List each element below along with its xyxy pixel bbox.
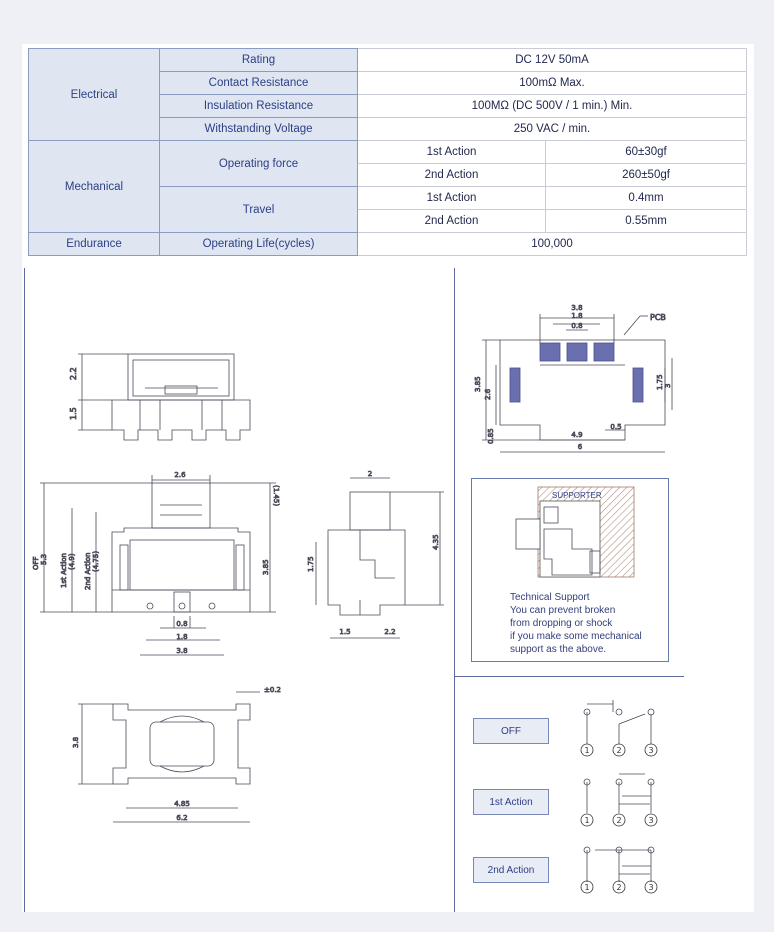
pcb-dim-r1: 1.75 (656, 374, 664, 390)
side-view (316, 478, 444, 638)
pcb-dim-r2: 3 (664, 383, 672, 388)
value-withstanding-voltage: 250 VAC / min. (358, 118, 747, 141)
terminal-1-off: 1 (584, 746, 590, 755)
terminal-2-1st: 2 (616, 816, 622, 825)
bottom-dim-tol: ±0.2 (264, 686, 281, 694)
pcb-dim-w3: 0.5 (610, 423, 622, 431)
section-dim-right: 3.85 (262, 559, 270, 575)
technical-support-box (471, 478, 669, 662)
section-dim-right-top: (1.45) (272, 485, 280, 507)
side-dim-left: 1.75 (307, 556, 315, 572)
section-dim-b3: 3.8 (176, 647, 188, 655)
section-dim-off: 5.3 (40, 553, 48, 565)
support-line-2: You can prevent broken (510, 605, 616, 616)
support-line-4: if you make some mechanical (510, 631, 642, 642)
item-contact-resistance: Contact Resistance (160, 72, 358, 95)
section-dim-2nd: (4.75) (92, 550, 100, 572)
pcb-dim-t2: 1.8 (571, 312, 583, 320)
pcb-dim-w2: 6 (577, 443, 583, 451)
item-operating-life: Operating Life(cycles) (160, 233, 358, 256)
state-off-label: OFF (473, 718, 549, 744)
front-dim-h2: 1.5 (69, 407, 78, 420)
bottom-dim-left: 3.8 (72, 736, 80, 748)
side-dim-top: 2 (367, 470, 373, 478)
pcb-dim-h2: 2.6 (484, 388, 492, 400)
support-line-1: Technical Support (510, 592, 590, 603)
schematic-1st-action (584, 774, 654, 813)
pcb-dim-w1: 4.9 (571, 431, 583, 439)
force-action-1: 1st Action (358, 141, 546, 164)
value-rating: DC 12V 50mA (358, 49, 747, 72)
pcb-dim-h3: 0.85 (487, 428, 495, 444)
travel-value-2: 0.55mm (546, 210, 747, 233)
force-value-2: 260±50gf (546, 164, 747, 187)
section-dim-b1: 0.8 (176, 620, 188, 628)
state-2nd-action-label: 2nd Action (473, 857, 549, 883)
section-label-2nd: 2nd Action (84, 552, 92, 590)
value-operating-life: 100,000 (358, 233, 747, 256)
category-endurance: Endurance (29, 233, 160, 256)
bottom-dim-w1: 4.85 (174, 800, 190, 808)
terminal-3-2nd: 3 (648, 883, 654, 892)
terminal-2-2nd: 2 (616, 883, 622, 892)
schematic-2nd-action (584, 847, 654, 882)
item-rating: Rating (160, 49, 358, 72)
force-value-1: 60±30gf (546, 141, 747, 164)
support-line-5: support as the above. (510, 644, 607, 655)
bottom-view (78, 692, 260, 822)
item-travel: Travel (160, 187, 358, 233)
pcb-dim-t1: 3.8 (571, 304, 583, 312)
supporter-tag: SUPPORTER (552, 491, 602, 500)
terminal-2-off: 2 (616, 746, 622, 755)
category-mechanical: Mechanical (29, 141, 160, 233)
front-view (78, 354, 250, 440)
travel-action-1: 1st Action (358, 187, 546, 210)
side-dim-right: 4.35 (432, 534, 440, 550)
terminal-3-1st: 3 (648, 816, 654, 825)
section-label-1st: 1st Action (60, 553, 68, 588)
pcb-label: PCB (650, 313, 666, 322)
item-operating-force: Operating force (160, 141, 358, 187)
side-dim-b1: 1.5 (339, 628, 351, 636)
travel-value-1: 0.4mm (546, 187, 747, 210)
item-insulation-resistance: Insulation Resistance (160, 95, 358, 118)
section-dim-b2: 1.8 (176, 633, 188, 641)
item-withstanding-voltage: Withstanding Voltage (160, 118, 358, 141)
pcb-dim-h1: 3.85 (474, 376, 482, 392)
terminal-1-1st: 1 (584, 816, 590, 825)
section-dim-top: 2.6 (174, 471, 186, 479)
front-dim-h1: 2.2 (69, 367, 78, 380)
schematic-off (584, 700, 654, 744)
support-line-3: from dropping or shock (510, 618, 613, 629)
terminal-3-off: 3 (648, 746, 654, 755)
section-label-off: OFF (32, 556, 40, 570)
terminal-1-2nd: 1 (584, 883, 590, 892)
value-insulation-resistance: 100MΩ (DC 500V / 1 min.) Min. (358, 95, 747, 118)
bottom-dim-w2: 6.2 (176, 814, 188, 822)
travel-action-2: 2nd Action (358, 210, 546, 233)
state-1st-action-label: 1st Action (473, 789, 549, 815)
category-electrical: Electrical (29, 49, 160, 141)
force-action-2: 2nd Action (358, 164, 546, 187)
side-dim-b2: 2.2 (384, 628, 396, 636)
section-dim-1st: (4.9) (68, 553, 76, 570)
value-contact-resistance: 100mΩ Max. (358, 72, 747, 95)
pcb-dim-t3: 0.8 (571, 322, 583, 330)
